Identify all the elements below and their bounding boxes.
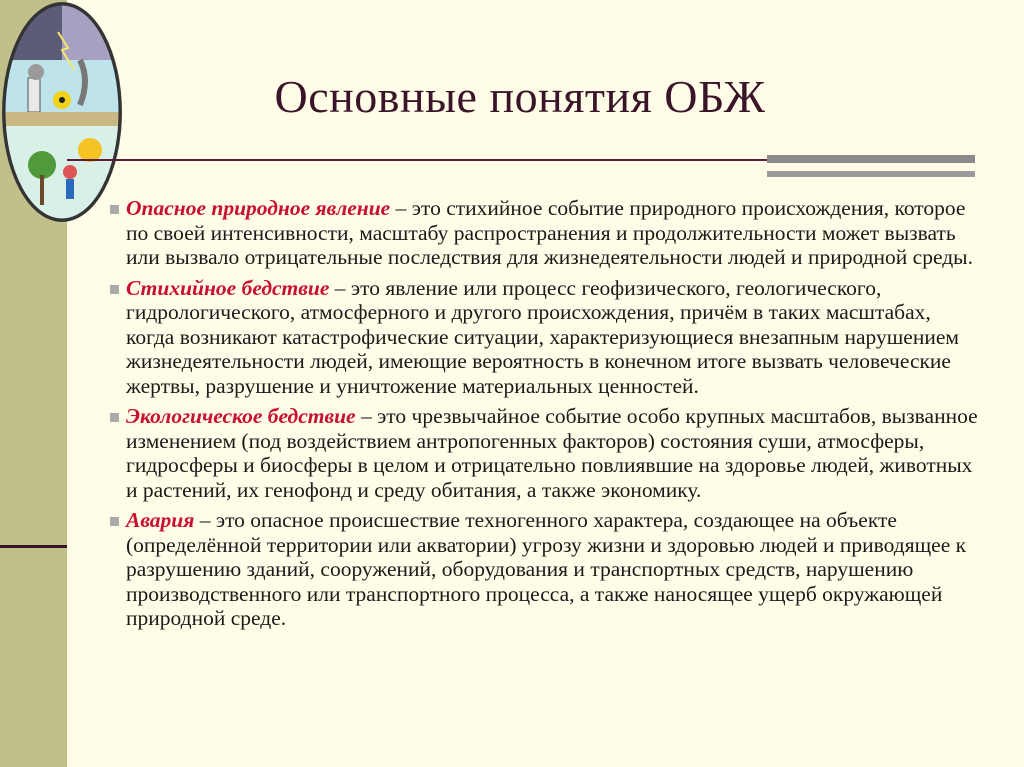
bullet-icon [110, 413, 119, 422]
definition: – это опасное происшествие техногенного характера, создающее на объекте (определённой территории или акватории) угрозу жизни и здоровью людей и приводящее к разрушению зданий, сооружений, оборудования и транспортных средств, нарушению производственного или транспортного процесса, а также наносящее ущерб окружающей природной среде. [126, 508, 967, 630]
term: Авария [126, 508, 195, 532]
definition: – это стихийное событие природного происхождения, которое по своей интенсивности, масштабу распространения и продолжительности может вызвать или вызвало отрицательные последствия для жизнедеятельности людей и природной среды. [126, 196, 973, 269]
sidebar-divider [0, 545, 67, 548]
term: Экологическое бедствие [126, 404, 356, 428]
definitions-list [110, 196, 980, 637]
term: Опасное природное явление [126, 196, 391, 220]
bullet-icon [110, 205, 119, 214]
definition: – это чрезвычайное событие особо крупных масштабов, вызванное изменением (под воздействием антропогенных факторов) состояния суши, атмосферы, гидросферы и биосферы в целом и отрицательно повлиявшие на здоровье людей, животных и растений, их генофонд и среду обитания, а также экономику. [126, 404, 978, 502]
definition: – это явление или процесс геофизического, геологического, гидрологического, атмосферного и другого происхождения, причём в таких масштабах, когда возникают катастрофические ситуации, характеризующиеся внезапным нарушением жизнедеятельности людей, имеющие вероятность в конечном итоге вызвать человеческие жертвы, разрушение и уничтожение материальных ценностей. [126, 275, 959, 398]
list-item [110, 404, 980, 502]
list-item [110, 276, 980, 399]
decor-bar-bottom [767, 171, 975, 177]
list-item [110, 196, 980, 270]
decor-bar-top [767, 155, 975, 163]
bullet-icon [110, 285, 119, 294]
page-title: Основные понятия ОБЖ [274, 71, 766, 122]
term: Стихийное бедствие [126, 275, 330, 300]
list-item [110, 508, 980, 631]
bullet-icon [110, 517, 119, 526]
